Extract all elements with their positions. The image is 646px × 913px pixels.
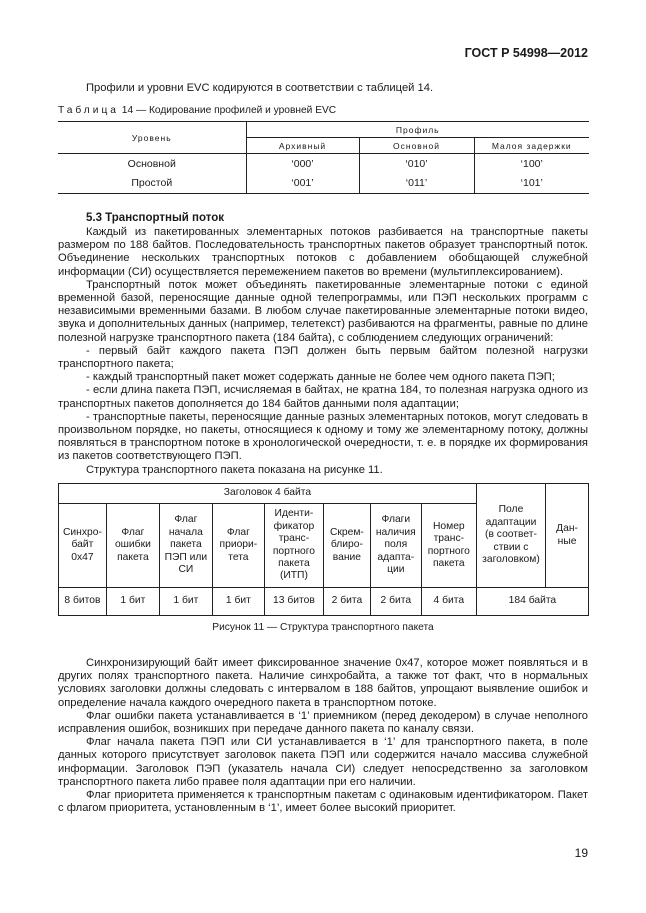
header-group-label: Заголовок 4 байта bbox=[59, 484, 477, 504]
table14-level: Основной bbox=[58, 154, 246, 174]
table-row bbox=[58, 174, 589, 194]
table14-cell: ‘000’ bbox=[246, 154, 359, 174]
field-continuity-counter: Номер транс- портного пакета bbox=[421, 504, 476, 588]
field-adaptation-flags: Флаги наличия поля адапта- ции bbox=[370, 504, 421, 588]
table14-caption-prefix: Таблица bbox=[58, 105, 119, 116]
payload-size: 184 байта bbox=[476, 588, 588, 616]
section-body bbox=[58, 226, 588, 477]
adaptation-field: Поле адаптации (в соответ- ствии с заголовком) bbox=[476, 484, 545, 588]
paragraph: Структура транспортного пакета показана на рисунке 11. bbox=[86, 463, 383, 476]
paragraph: Флаг ошибки пакета устанавливается в ‘1’ приемником (перед декодером) в случае неполного исправления ошибок, возникших при передаче данного пакета по каналу связи. bbox=[58, 709, 588, 736]
after-figure-body bbox=[58, 657, 588, 815]
field-size: 8 битов bbox=[59, 588, 107, 616]
data-field: Дан- ные bbox=[546, 484, 589, 588]
table14-profile-main: Основной bbox=[359, 138, 474, 154]
table14-cell: ‘100’ bbox=[474, 154, 589, 174]
table14-cell: ‘101’ bbox=[474, 174, 589, 194]
bullet-item: - каждый транспортный пакет может содержать данные не более чем одного пакета ПЭП; bbox=[86, 371, 555, 384]
paragraph: Транспортный поток может объединять пакетированные элементарные потоки с единой временной базой, переносящие данные одной телепрограммы, или ПЭП нескольких программ с независимыми временными базами. В любом случае пакетированные элементарные потоки видео, звука и дополнительных данных (например, телетекст) разбиваются на фрагменты, равные по длине полезной нагрузке транспортного пакета (184 байта), с соблюдением следующих ограничений: bbox=[58, 278, 588, 344]
table14-cell: ‘011’ bbox=[359, 174, 474, 194]
field-sync-byte: Синхро- байт 0x47 bbox=[59, 504, 107, 588]
field-size: 13 битов bbox=[264, 588, 323, 616]
paragraph: Каждый из пакетированных элементарных потоков разбивается на транспортные пакеты размером по 188 байтов. Последовательность транспортных пакетов образует транспортный поток. Объединение нескольких транспортных потоков с добавлением обобщающей служебной информации (СИ) осуществляется перемежением пакетов во времени (мультиплексированием). bbox=[58, 226, 588, 278]
paragraph: Синхронизирующий байт имеет фиксированное значение 0x47, которое может появляться и в других полях транспортного пакета. Наличие синхробайта, а также тот факт, что в нормальных условиях заголовки должны следовать с интервалом в 188 байтов, упрощают выявление ошибок и определение начала каждого очередного пакета в транспортном потоке. bbox=[58, 657, 588, 709]
field-size: 1 бит bbox=[106, 588, 159, 616]
table14-level-header: Уровень bbox=[58, 122, 246, 154]
field-size: 2 бита bbox=[370, 588, 421, 616]
field-error-flag: Флаг ошибки пакета bbox=[106, 504, 159, 588]
paragraph: Флаг начала пакета ПЭП или СИ устанавливается в ‘1’ для транспортного пакета, в поле данных которого присутствует заголовок пакета ПЭП или содержится начало массива служебной информации. Заголовок ПЭП (указатель начала СИ) следует непосредственно за заголовком транспортного пакета либо правее поля адаптации при его наличии. bbox=[58, 736, 588, 788]
figure-caption: Рисунок 11 — Структура транспортного пакета bbox=[212, 622, 434, 633]
intro-text: Профили и уровни EVC кодируются в соответствии с таблицей 14. bbox=[86, 82, 434, 94]
table14-profile-lowdelay: Малоя задержки bbox=[474, 138, 589, 154]
profiles-table bbox=[58, 121, 589, 194]
table-row bbox=[58, 154, 589, 174]
field-size: 2 бита bbox=[323, 588, 370, 616]
table14-cell: ‘010’ bbox=[359, 154, 474, 174]
table14-caption-text: 14 — Кодирование профилей и уровней EVC bbox=[118, 105, 337, 116]
field-pid: Иденти- фикатор транс- портного пакета (ИТП) bbox=[264, 504, 323, 588]
field-start-flag: Флаг начала пакета ПЭП или СИ bbox=[159, 504, 212, 588]
paragraph: Флаг приоритета применяется к транспортным пакетам с одинаковым идентификатором. Пакет с флагом приоритета, установленным в ‘1’, имеет более высокий приоритет. bbox=[58, 789, 588, 815]
table14-profile-archive: Архивный bbox=[246, 138, 359, 154]
table14-cell: ‘001’ bbox=[246, 174, 359, 194]
document-id: ГОСТ Р 54998—2012 bbox=[464, 46, 588, 60]
section-title: 5.3 Транспортный поток bbox=[86, 212, 224, 224]
field-priority-flag: Флаг приори- тета bbox=[212, 504, 264, 588]
bullet-item: - транспортные пакеты, переносящие данные разных элементарных потоков, могут следовать в произвольном порядке, но пакеты, относящиеся к одному и тому же элементарному потоку, должны появляться в транспортном потоке в хронологической очередности, т. е. в порядке их формирования из пакетов соответствующего ПЭП. bbox=[58, 410, 588, 463]
field-size: 4 бита bbox=[421, 588, 476, 616]
field-size: 1 бит bbox=[159, 588, 212, 616]
table14-level: Простой bbox=[58, 174, 246, 194]
page-number: 19 bbox=[574, 846, 588, 860]
table14-caption bbox=[58, 105, 336, 116]
field-sizes-row bbox=[59, 588, 589, 616]
bullet-item: - первый байт каждого пакета ПЭП должен быть первым байтом полезной нагрузки транспортного пакета; bbox=[58, 344, 588, 371]
bullet-item: - если длина пакета ПЭП, исчисляемая в байтах, не кратна 184, то полезная нагрузка одного из транспортных пакетов дополняется до 184 байтов данными поля адаптации; bbox=[58, 384, 588, 410]
table14-profile-header: Профиль bbox=[246, 122, 589, 138]
field-size: 1 бит bbox=[212, 588, 264, 616]
packet-structure-figure bbox=[58, 483, 589, 616]
field-scrambling: Скрем- блиро- вание bbox=[323, 504, 370, 588]
